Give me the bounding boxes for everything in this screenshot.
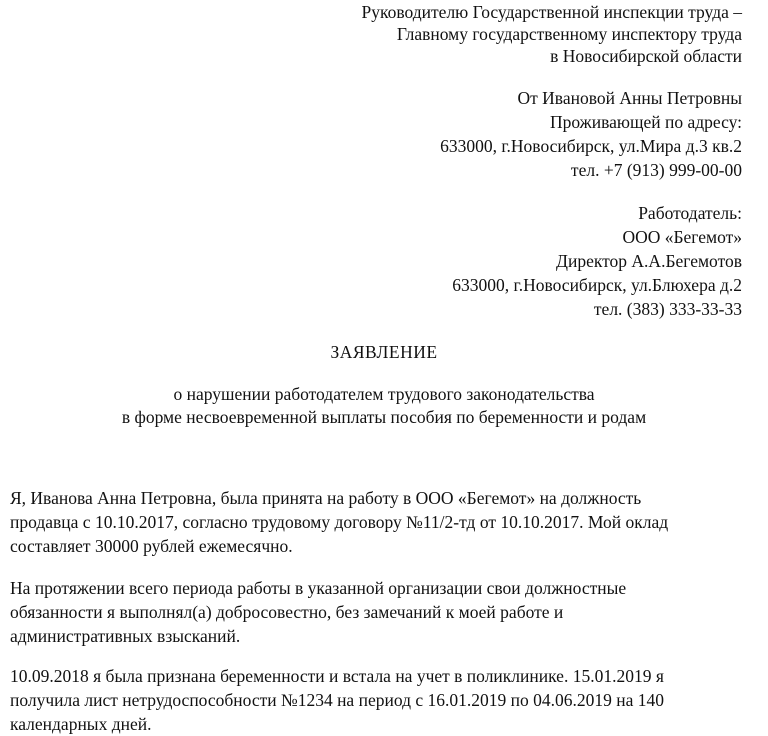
addressee-line-1: Руководителю Государственной инспекции труда –: [361, 2, 742, 22]
paragraph-1-line-2: продавца с 10.10.2017, согласно трудовому договору №11/2-тд от 10.10.2017. Мой оклад: [10, 512, 669, 532]
paragraph-2-line-1: На протяжении всего периода работы в указанной организации свои должностные: [10, 578, 627, 598]
paragraph-3-line-3: календарных дней.: [10, 714, 152, 734]
document-subtitle-line-1: о нарушении работодателем трудового законодательства: [173, 384, 595, 404]
document-title: ЗАЯВЛЕНИЕ: [330, 342, 438, 362]
paragraph-3-line-1: 10.09.2018 я была признана беременности и встала на учет в поликлинике. 15.01.2019 я: [10, 666, 664, 686]
paragraph-3-line-2: получила лист нетрудоспособности №1234 на период с 16.01.2019 по 04.06.2019 на 140: [10, 690, 664, 710]
employer-address: 633000, г.Новосибирск, ул.Блюхера д.2: [452, 275, 742, 295]
addressee-line-2: Главному государственному инспектору труда: [396, 24, 742, 44]
paragraph-1-line-3: составляет 30000 рублей ежемесячно.: [10, 536, 293, 556]
addressee-line-3: в Новосибирской области: [550, 46, 742, 66]
applicant-phone: тел. +7 (913) 999-00-00: [570, 160, 742, 180]
applicant-address: 633000, г.Новосибирск, ул.Мира д.3 кв.2: [440, 136, 742, 156]
applicant-address-label: Проживающей по адресу:: [549, 112, 742, 132]
document-subtitle-line-2: в форме несвоевременной выплаты пособия по беременности и родам: [121, 407, 647, 427]
paragraph-1-line-1: Я, Иванова Анна Петровна, была принята на работу в ООО «Бегемот» на должность: [10, 488, 642, 508]
paragraph-2-line-2: обязанности я выполнял(а) добросовестно, без замечаний к моей работе и: [10, 602, 564, 622]
paragraph-2-line-3: административных взысканий.: [10, 626, 241, 646]
employer-label: Работодатель:: [638, 203, 742, 223]
employer-company: ООО «Бегемот»: [622, 227, 742, 247]
applicant-name: От Ивановой Анны Петровны: [517, 88, 742, 108]
employer-phone: тел. (383) 333-33-33: [593, 299, 742, 319]
employer-director: Директор А.А.Бегемотов: [556, 251, 742, 271]
